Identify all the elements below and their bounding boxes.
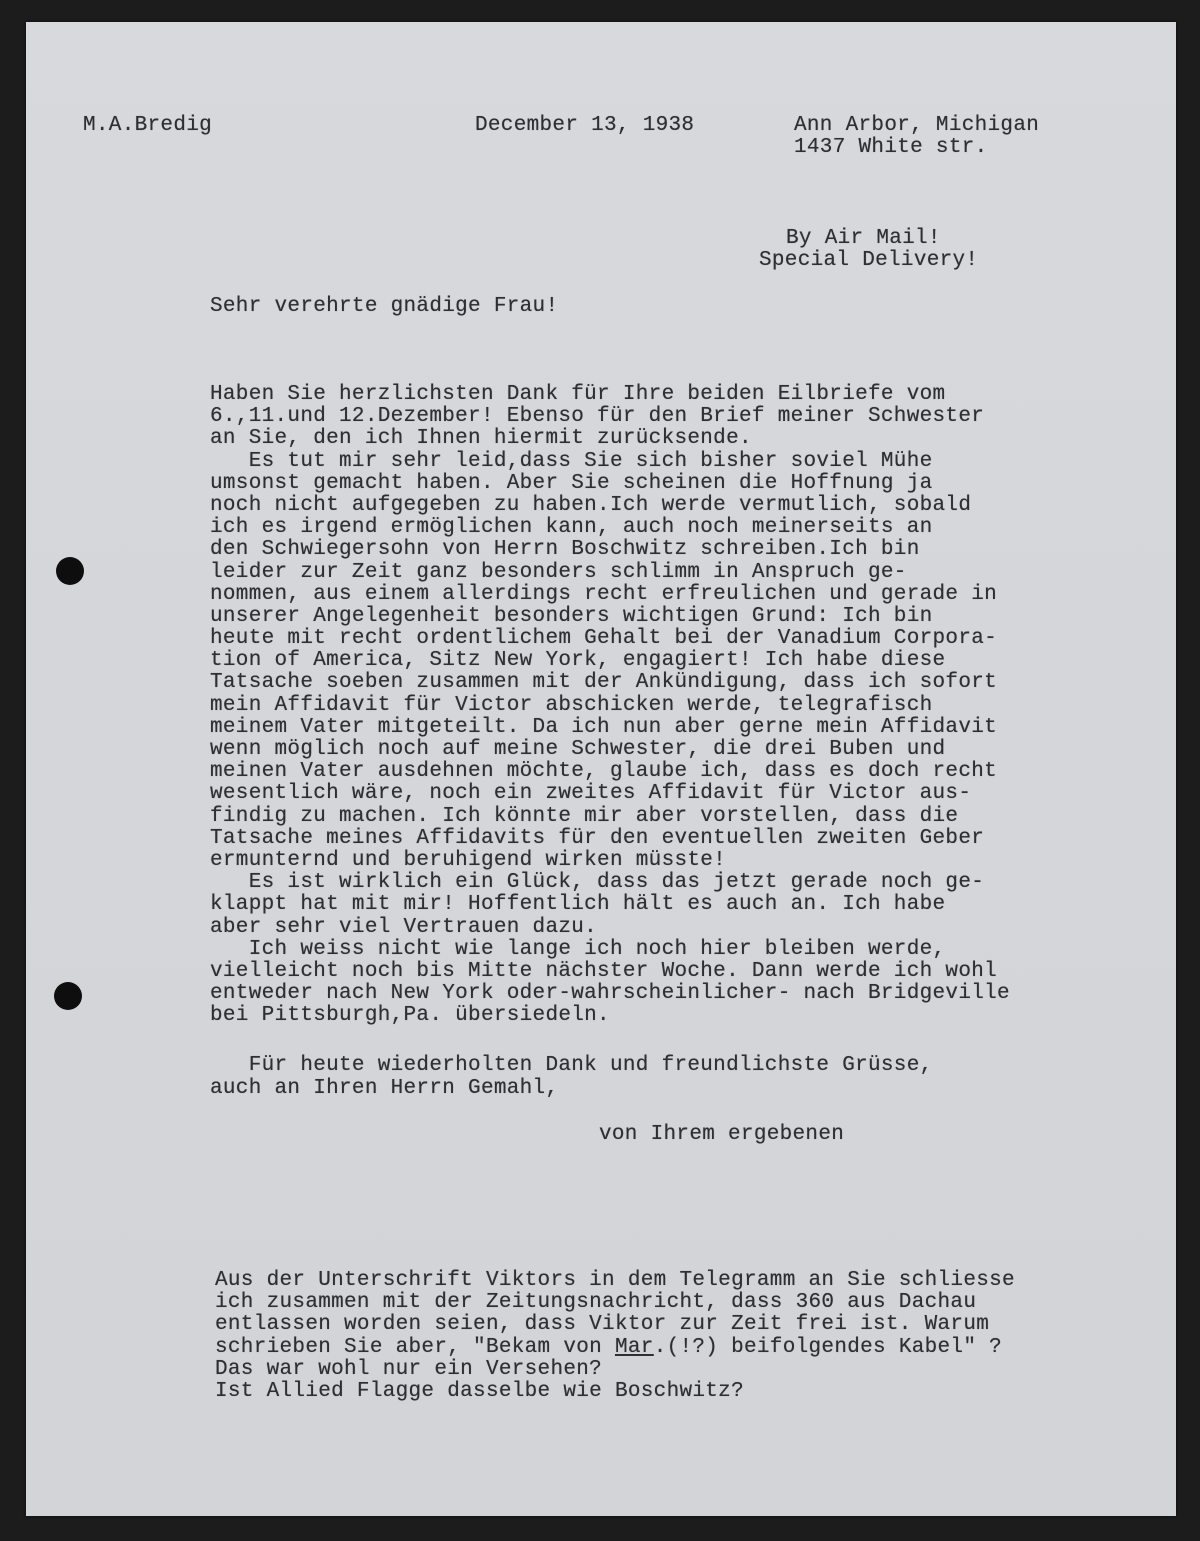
- sender-address-city: Ann Arbor, Michigan: [794, 114, 1040, 137]
- postscript-underlined-word: Mar: [614, 1335, 654, 1359]
- postscript: [215, 1270, 1015, 1403]
- body-line: wesentlich wäre, noch ein zweites Affidavit für Victor aus-: [210, 782, 972, 806]
- body-line: Tatsache meines Affidavits für den eventuellen zweiten Geber: [210, 826, 985, 850]
- postscript-line: [215, 1337, 1015, 1359]
- body-line: mein Affidavit für Victor abschicken werde, telegrafisch: [210, 693, 933, 717]
- body-line: findig zu machen. Ich könnte mir aber vorstellen, dass die: [210, 804, 959, 828]
- punch-hole-bottom: [54, 982, 82, 1010]
- body-line: nommen, aus einem allerdings recht erfreulichen und gerade in: [210, 582, 998, 606]
- body-line: ermunternd und beruhigend wirken müsste!: [210, 848, 727, 872]
- postscript-line: Das war wohl nur ein Versehen?: [215, 1357, 603, 1381]
- body-line: umsonst gemacht haben. Aber Sie scheinen die Hoffnung ja: [210, 471, 933, 495]
- body-line: Haben Sie herzlichsten Dank für Ihre beiden Eilbriefe vom: [210, 383, 946, 406]
- sender-name: M.A.Bredig: [83, 114, 213, 137]
- body-line: klappt hat mit mir! Hoffentlich hält es auch an. Ich habe: [210, 893, 946, 917]
- body-line: heute mit recht ordentlichem Gehalt bei der Vanadium Corpora-: [210, 627, 998, 651]
- letter-page: [26, 22, 1176, 1516]
- body-line: noch nicht aufgegeben zu haben.Ich werde vermutlich, sobald: [210, 493, 972, 517]
- postscript-line: ich zusammen mit der Zeitungsnachricht, dass 360 aus Dachau: [215, 1291, 977, 1315]
- body-line: meinen Vater ausdehnen möchte, glaube ich, dass es doch recht: [210, 760, 998, 784]
- delivery-special: Special Delivery!: [759, 249, 979, 272]
- letter-body: [210, 384, 1010, 1027]
- postscript-text: .(!?) beifolgendes Kabel" ?: [653, 1335, 1003, 1359]
- body-line: Es tut mir sehr leid,dass Sie sich bisher soviel Mühe: [210, 449, 933, 473]
- body-line: meinem Vater mitgeteilt. Da ich nun aber gerne mein Affidavit: [210, 715, 998, 739]
- body-line: den Schwiegersohn von Herrn Boschwitz schreiben.Ich bin: [210, 538, 920, 562]
- body-line: bei Pittsburgh,Pa. übersiedeln.: [210, 1004, 610, 1028]
- postscript-text: schrieben Sie aber, "Bekam von: [215, 1335, 615, 1359]
- body-line: Ich weiss nicht wie lange ich noch hier bleiben werde,: [210, 937, 946, 961]
- body-line: 6.,11.und 12.Dezember! Ebenso für den Brief meiner Schwester: [210, 405, 985, 429]
- postscript-line: entlassen worden seien, dass Viktor zur Zeit frei ist. Warum: [215, 1313, 990, 1337]
- body-line: an Sie, den ich Ihnen hiermit zurücksende.: [210, 427, 752, 451]
- closing-greeting: Für heute wiederholten Dank und freundlichste Grüsse,: [210, 1054, 933, 1077]
- postscript-line: Aus der Unterschrift Viktors in dem Telegramm an Sie schliesse: [215, 1269, 1015, 1292]
- body-line: Tatsache soeben zusammen mit der Ankündigung, dass ich sofort: [210, 671, 998, 695]
- postscript-line: Ist Allied Flagge dasselbe wie Boschwitz?: [215, 1379, 744, 1403]
- body-line: leider zur Zeit ganz besonders schlimm in Anspruch ge-: [210, 560, 907, 584]
- body-line: tion of America, Sitz New York, engagiert! Ich habe diese: [210, 649, 946, 673]
- letter-date: December 13, 1938: [475, 114, 695, 137]
- sender-address-street: 1437 White str.: [794, 136, 988, 159]
- punch-hole-top: [56, 557, 84, 585]
- body-line: vielleicht noch bis Mitte nächster Woche. Dann werde ich wohl: [210, 959, 998, 983]
- signoff: von Ihrem ergebenen: [599, 1123, 845, 1146]
- body-line: wenn möglich noch auf meine Schwester, die drei Buben und: [210, 738, 946, 761]
- closing-greeting-2: auch an Ihren Herrn Gemahl,: [210, 1077, 559, 1100]
- body-line: unserer Angelegenheit besonders wichtigen Grund: Ich bin: [210, 604, 933, 628]
- body-line: aber sehr viel Vertrauen dazu.: [210, 915, 598, 939]
- delivery-air-mail: By Air Mail!: [786, 227, 941, 250]
- body-line: entweder nach New York oder-wahrscheinlicher- nach Bridgeville: [210, 982, 1010, 1006]
- salutation: Sehr verehrte gnädige Frau!: [210, 295, 559, 318]
- body-line: ich es irgend ermöglichen kann, auch noch meinerseits an: [210, 516, 933, 540]
- body-line: Es ist wirklich ein Glück, dass das jetzt gerade noch ge-: [210, 871, 985, 895]
